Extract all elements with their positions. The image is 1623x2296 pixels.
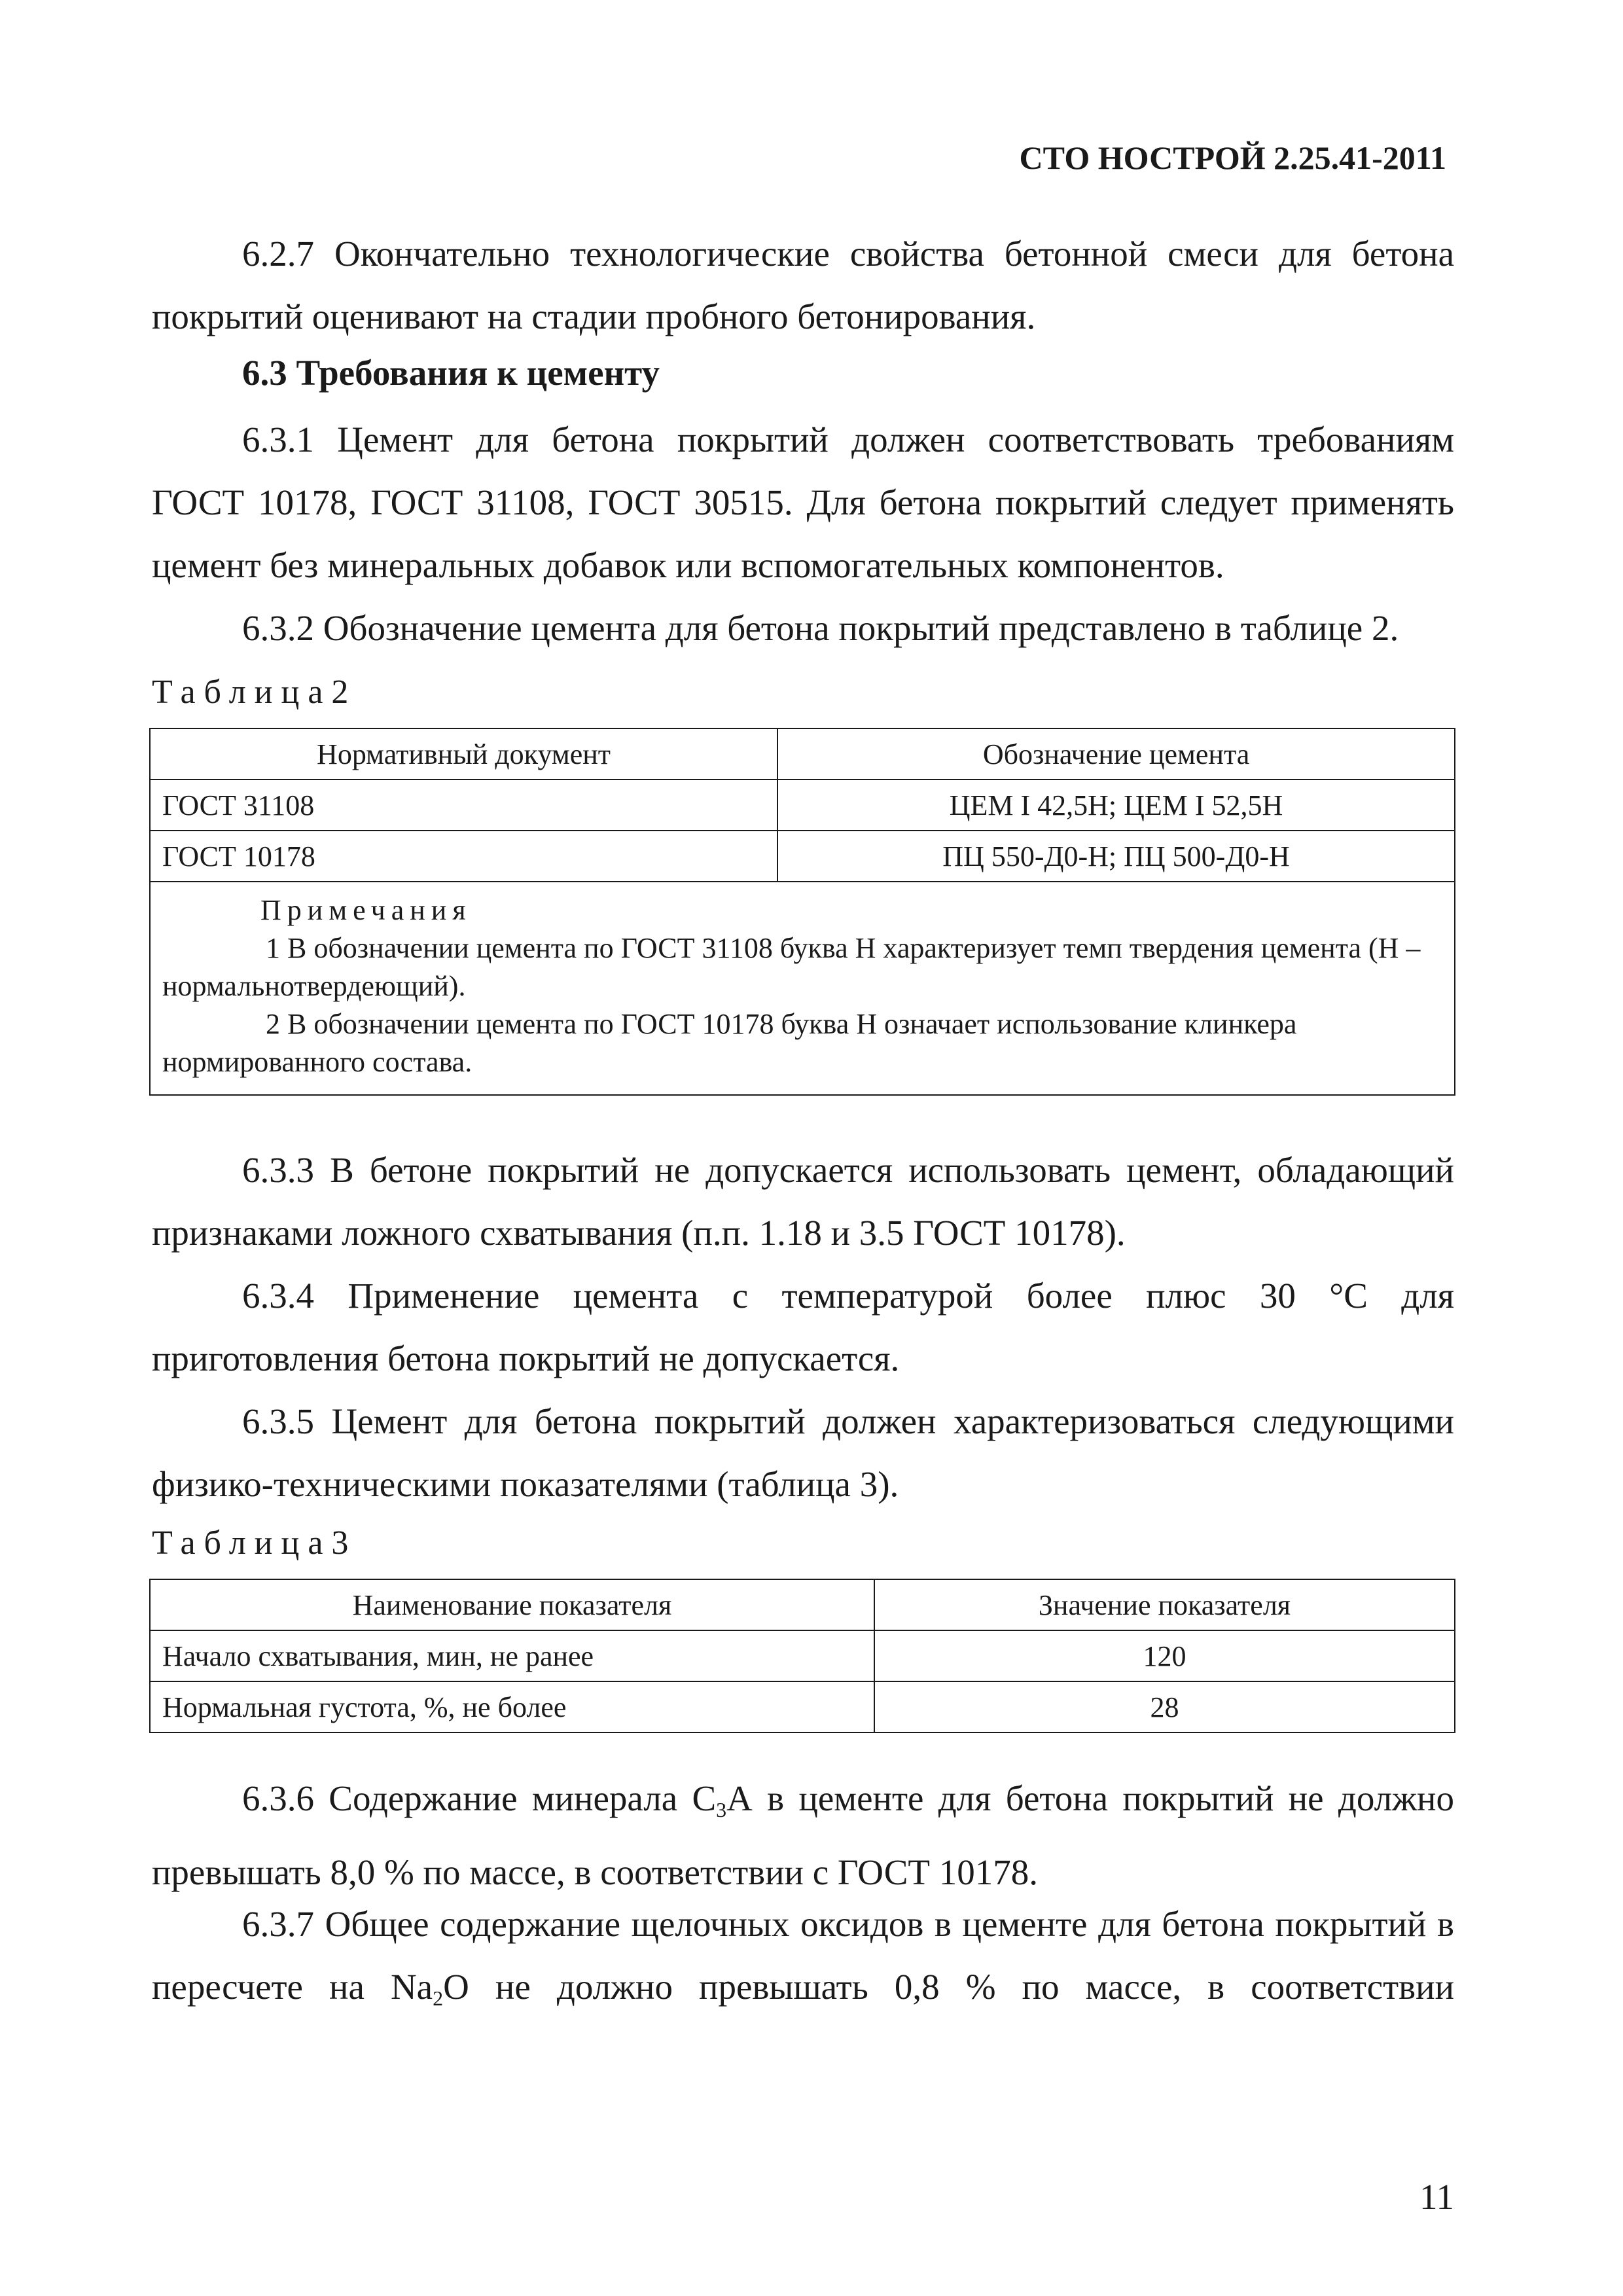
table-row: [150, 1681, 1455, 1732]
table-notes-row: [150, 882, 1455, 1095]
notes-title: Примечания: [260, 894, 472, 926]
table-cell: ГОСТ 31108: [150, 780, 777, 831]
subscript: 2: [433, 1986, 444, 2010]
table-header-cell: Наименование показателя: [150, 1579, 874, 1630]
paragraph-6-3-4: 6.3.4 Применение цемента с температурой более плюс 30 °С для приготовления бетона покрытий не допускается.: [152, 1276, 1454, 1378]
section-heading-6-3: 6.3 Требования к цементу: [242, 353, 660, 393]
paragraph-text: А в цементе для бетона покрытий не должно превышать 8,0 % по массе, в соответствии с ГОСТ 10178.: [152, 1778, 1454, 1892]
note-item: 2 В обозначении цемента по ГОСТ 10178 буква Н означает использование клинкера нормированного состава.: [162, 1008, 1297, 1078]
paragraph-6-3-7: [152, 1893, 1454, 2030]
table-cell: ГОСТ 10178: [150, 831, 777, 882]
page-number: 11: [1419, 2177, 1454, 2217]
table-3: [149, 1579, 1455, 1733]
table-cell: 120: [874, 1630, 1455, 1681]
table-header-row: [150, 728, 1455, 780]
paragraph-text: O не должно превышать 0,8 % по массе, в соответствии: [443, 1967, 1455, 2007]
table-cell: ПЦ 550-Д0-Н; ПЦ 500-Д0-Н: [777, 831, 1455, 882]
table-cell: Нормальная густота, %, не более: [150, 1681, 874, 1732]
paragraph-6-3-3: 6.3.3 В бетоне покрытий не допускается использовать цемент, обладающий признаками ложного схватывания (п.п. 1.18 и 3.5 ГОСТ 10178).: [152, 1150, 1454, 1253]
table-header-cell: Обозначение цемента: [777, 728, 1455, 780]
table-header-cell: Значение показателя: [874, 1579, 1455, 1630]
table-cell: ЦЕМ I 42,5Н; ЦЕМ I 52,5Н: [777, 780, 1455, 831]
paragraph-6-3-6: [152, 1767, 1454, 1904]
table-row: [150, 780, 1455, 831]
paragraph-6-2-7: 6.2.7 Окончательно технологические свойства бетонной смеси для бетона покрытий оценивают на стадии пробного бетонирования.: [152, 234, 1454, 336]
table-3-caption: Таблица3: [152, 1524, 357, 1562]
paragraph-6-3-2: 6.3.2 Обозначение цемента для бетона покрытий представлено в таблице 2.: [242, 608, 1399, 648]
table-2-caption: Таблица2: [152, 673, 357, 711]
table-cell: 28: [874, 1681, 1455, 1732]
paragraph-6-3-1: 6.3.1 Цемент для бетона покрытий должен соответствовать требованиям ГОСТ 10178, ГОСТ 31108, ГОСТ 30515. Для бетона покрытий следует применять цемент без минеральных добавок или вспомогательных компонентов.: [152, 420, 1454, 585]
table-notes: [150, 882, 1455, 1095]
paragraph-text: 6.3.7 Общее содержание щелочных оксидов в цементе для бетона покрытий в пересчете на Na: [152, 1904, 1454, 2007]
table-header-row: [150, 1579, 1455, 1630]
paragraph-6-3-5: 6.3.5 Цемент для бетона покрытий должен характеризоваться следующими физико-техническими показателями (таблица 3).: [152, 1401, 1454, 1504]
table-2: [149, 728, 1455, 1096]
table-cell: Начало схватывания, мин, не ранее: [150, 1630, 874, 1681]
subscript: 3: [716, 1798, 727, 1821]
note-item: 1 В обозначении цемента по ГОСТ 31108 буква Н характеризует темп твердения цемента (Н – нормальнотвердеющий).: [162, 932, 1421, 1002]
table-row: [150, 1630, 1455, 1681]
document-header: СТО НОСТРОЙ 2.25.41-2011: [1019, 139, 1446, 176]
paragraph-text: 6.3.6 Содержание минерала С: [242, 1778, 717, 1818]
table-header-cell: Нормативный документ: [150, 728, 777, 780]
table-row: [150, 831, 1455, 882]
